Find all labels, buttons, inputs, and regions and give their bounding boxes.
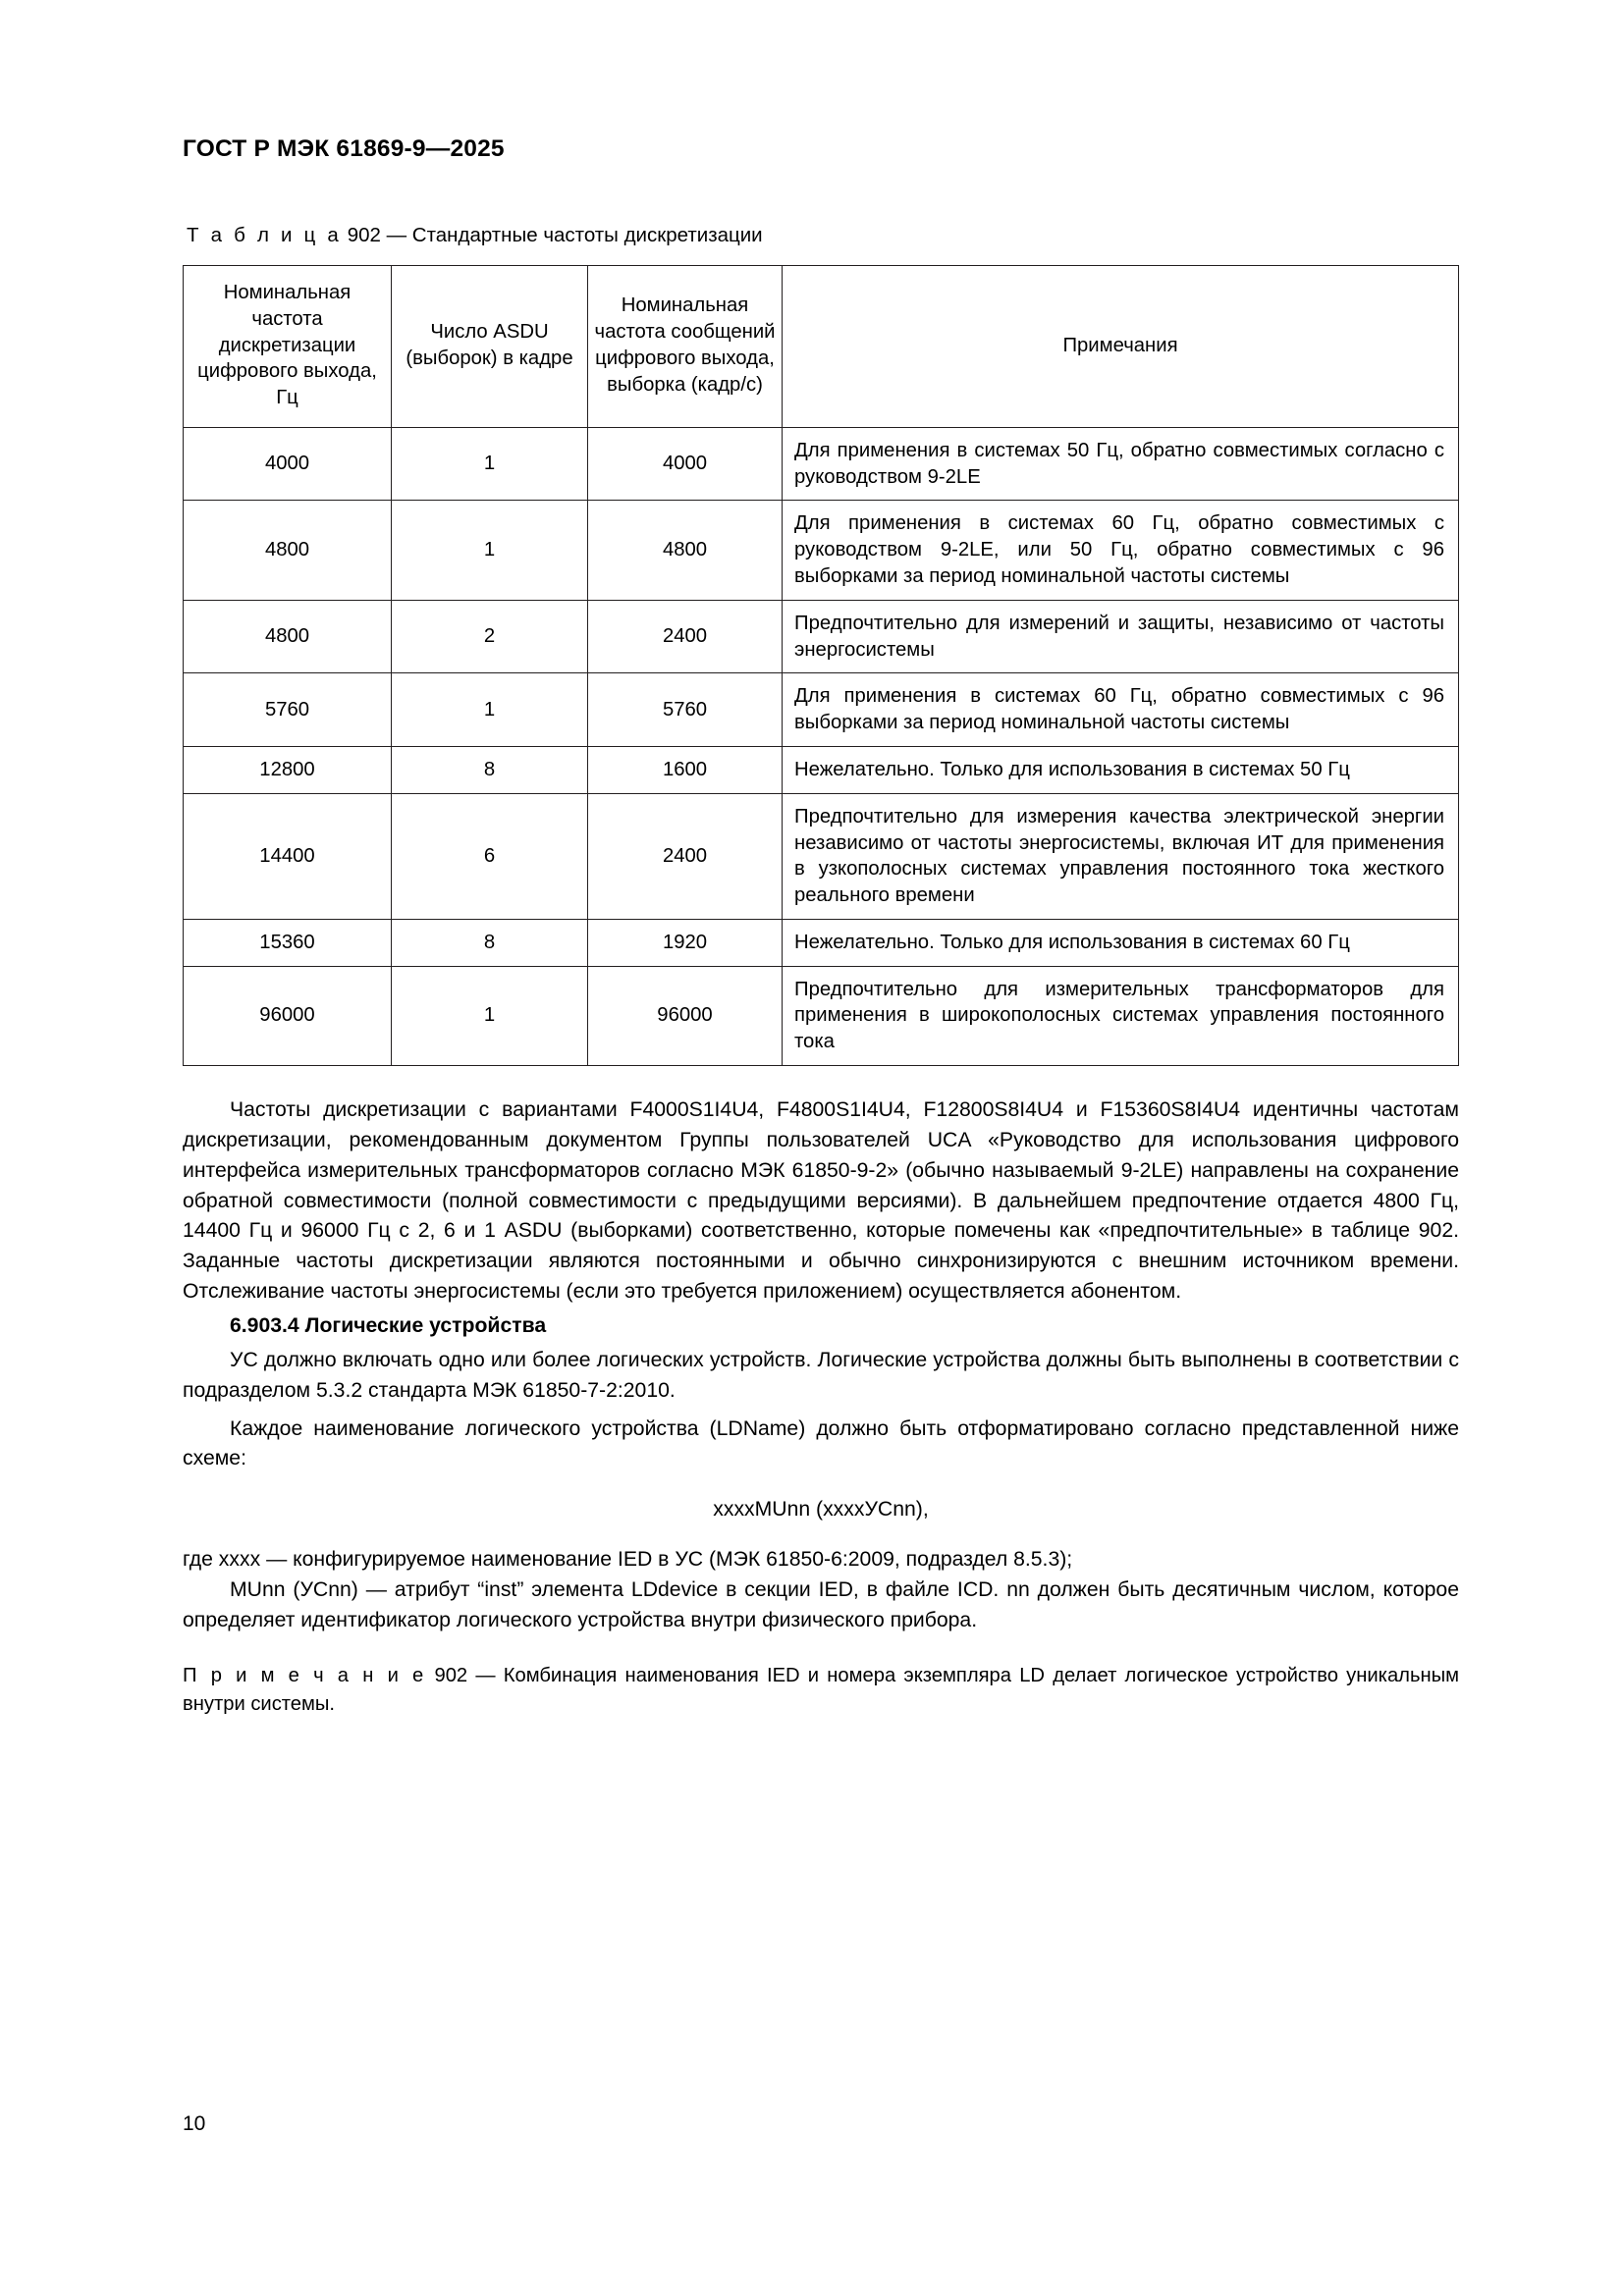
- table-row: [184, 427, 1459, 501]
- table-caption: [187, 224, 1459, 247]
- cell-message-rate: 2400: [588, 600, 783, 673]
- cell-frequency: 14400: [184, 793, 392, 919]
- cell-frequency: 15360: [184, 919, 392, 966]
- cell-message-rate: 4800: [588, 501, 783, 600]
- table-caption-text: 902 — Стандартные частоты дискретизации: [347, 224, 763, 246]
- cell-note: Для применения в системах 60 Гц, обратно совместимых с 96 выборками за период номинальной частоты системы: [783, 673, 1459, 747]
- cell-frequency: 12800: [184, 746, 392, 793]
- column-header-notes: Примечания: [783, 266, 1459, 428]
- cell-asdu: 8: [392, 919, 588, 966]
- cell-note: Предпочтительно для измерения качества электрической энергии независимо от частоты энергосистемы, включая ИТ для применения в узкополосных системах управления постоянного тока жесткого реального времени: [783, 793, 1459, 919]
- paragraph-xxxx-definition: где xxxx — конфигурируемое наименование IED в УС (МЭК 61850-6:2009, подраздел 8.5.3);: [183, 1548, 1073, 1572]
- cell-message-rate: 96000: [588, 966, 783, 1065]
- cell-frequency: 4800: [184, 600, 392, 673]
- cell-note: Предпочтительно для измерений и защиты, независимо от частоты энергосистемы: [783, 600, 1459, 673]
- cell-note: Для применения в системах 60 Гц, обратно совместимых с руководством 9-2LE, или 50 Гц, обратно совместимых с 96 выборками за период номинальной частоты системы: [783, 501, 1459, 600]
- cell-asdu: 2: [392, 600, 588, 673]
- cell-note: Предпочтительно для измерительных трансформаторов для применения в широкополосных системах управления постоянного тока: [783, 966, 1459, 1065]
- cell-frequency: 4000: [184, 427, 392, 501]
- document-header: ГОСТ Р МЭК 61869-9—2025: [183, 135, 505, 162]
- section-heading-logical-devices: 6.903.4 Логические устройства: [230, 1313, 547, 1337]
- table-row: [184, 673, 1459, 747]
- cell-note: Нежелательно. Только для использования в системах 60 Гц: [783, 919, 1459, 966]
- table-caption-label: Т а б л и ц а: [187, 224, 342, 246]
- cell-message-rate: 4000: [588, 427, 783, 501]
- cell-note: Нежелательно. Только для использования в системах 50 Гц: [783, 746, 1459, 793]
- table-row: [184, 919, 1459, 966]
- formula-ldname: xxxxMUnn (xxxxУCnn),: [713, 1498, 929, 1522]
- cell-asdu: 1: [392, 673, 588, 747]
- cell-frequency: 5760: [184, 673, 392, 747]
- paragraph-munn-definition: MUnn (УCnn) — атрибут “inst” элемента LDdevice в секции IED, в файле ICD. nn должен быть десятичным числом, которое определяет идентификатор логического устройства внутри физического прибора.: [183, 1578, 1459, 1631]
- cell-asdu: 6: [392, 793, 588, 919]
- cell-asdu: 1: [392, 427, 588, 501]
- cell-message-rate: 5760: [588, 673, 783, 747]
- table-row: [184, 746, 1459, 793]
- cell-asdu: 1: [392, 966, 588, 1065]
- cell-message-rate: 1600: [588, 746, 783, 793]
- table-row: [184, 793, 1459, 919]
- column-header-message-frequency: Номинальная частота сообщений цифрового выхода, выборка (кадр/с): [588, 266, 783, 428]
- table-row: [184, 600, 1459, 673]
- paragraph-sampling-rates: Частоты дискретизации с вариантами F4000S1I4U4, F4800S1I4U4, F12800S8I4U4 и F15360S8I4U4 идентичны частотам дискретизации, рекомендованным документом Группы пользователей UCA «Руководство для использования цифрового интерфейса измерительных трансформаторов согласно МЭК 61850-9-2» (обычно называемый 9-2LE) направлены на сохранение обратной совместимости (полной совместимости с предыдущими версиями). В дальнейшем предпочтение отдается 4800 Гц, 14400 Гц и 96000 Гц с 2, 6 и 1 ASDU (выборками) соответственно, которые помечены как «предпочтительные» в таблице 902. Заданные частоты дискретизации являются постоянными и обычно синхронизируются с внешним источником времени. Отслеживание частоты энергосистемы (если это требуется приложением) осуществляется абонентом.: [183, 1097, 1459, 1304]
- table-header-row: [184, 266, 1459, 428]
- paragraph-logical-devices-intro: УС должно включать одно или более логических устройств. Логические устройства должны быть выполнены в соответствии с подразделом 5.3.2 стандарта МЭК 61850-7-2:2010.: [183, 1348, 1459, 1402]
- column-header-nominal-frequency: Номинальная частота дискретизации цифрового выхода, Гц: [184, 266, 392, 428]
- cell-frequency: 4800: [184, 501, 392, 600]
- table-row: [184, 501, 1459, 600]
- sampling-frequencies-table: [183, 265, 1459, 1066]
- cell-asdu: 8: [392, 746, 588, 793]
- cell-note: Для применения в системах 50 Гц, обратно совместимых согласно с руководством 9-2LE: [783, 427, 1459, 501]
- cell-message-rate: 2400: [588, 793, 783, 919]
- note-text: 902 — Комбинация наименования IED и номера экземпляра LD делает логическое устройство уникальным внутри системы.: [183, 1664, 1460, 1716]
- note-block: [183, 1662, 1459, 1720]
- page-number: 10: [183, 2112, 206, 2135]
- cell-message-rate: 1920: [588, 919, 783, 966]
- cell-frequency: 96000: [184, 966, 392, 1065]
- note-label: П р и м е ч а н и е: [183, 1664, 427, 1686]
- cell-asdu: 1: [392, 501, 588, 600]
- table-row: [184, 966, 1459, 1065]
- page-content: [183, 0, 1459, 1719]
- paragraph-ldname-format: Каждое наименование логического устройства (LDName) должно быть отформатировано согласно представленной ниже схеме:: [183, 1416, 1459, 1470]
- column-header-asdu-count: Число ASDU (выборок) в кадре: [392, 266, 588, 428]
